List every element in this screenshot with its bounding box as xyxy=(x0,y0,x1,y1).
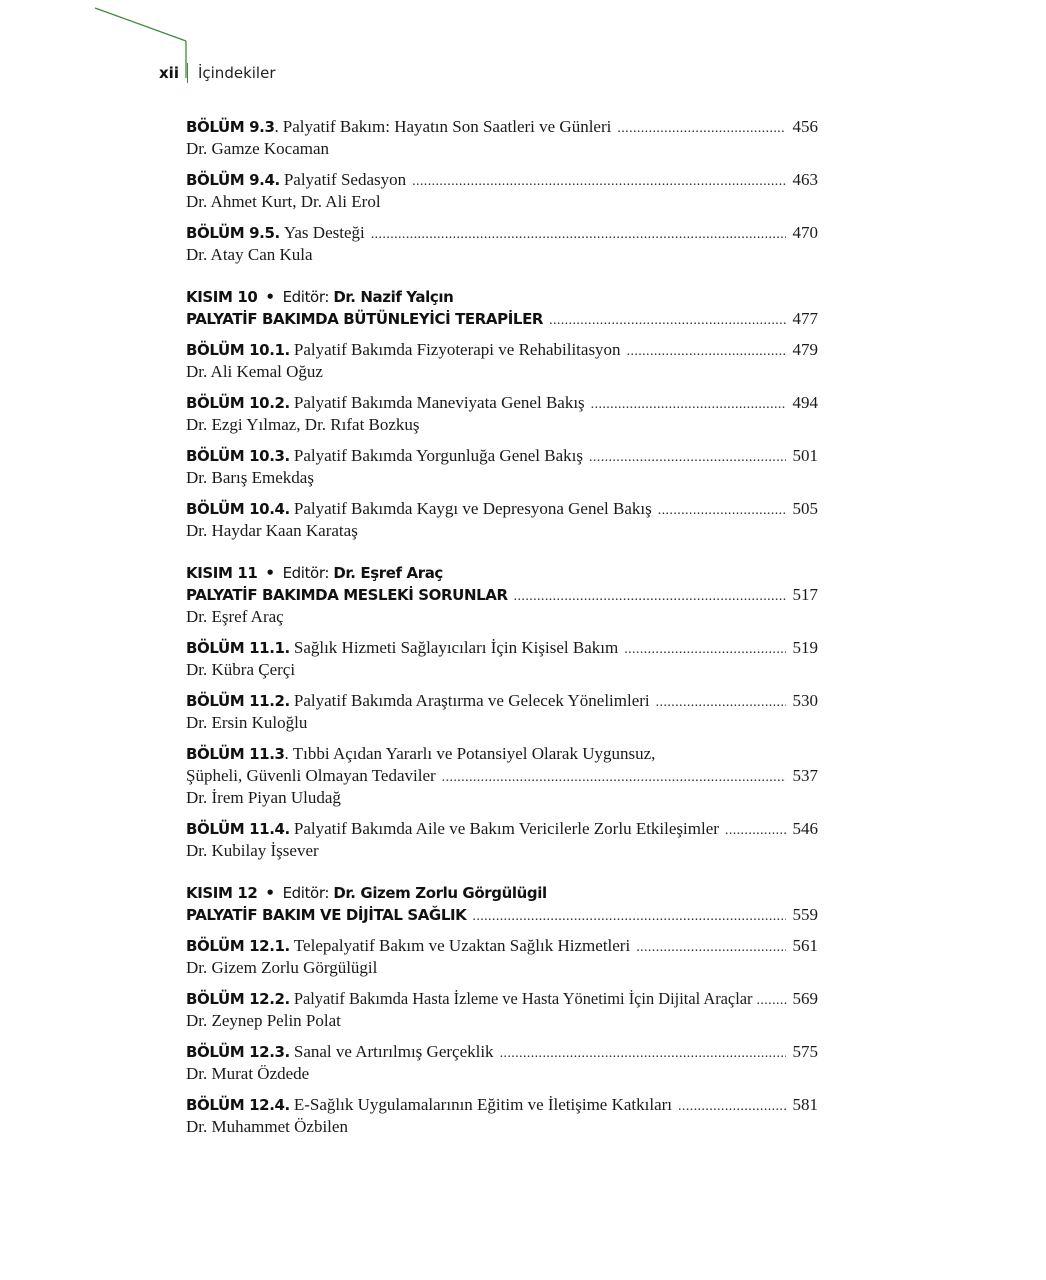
chapter-label: BÖLÜM 11.2. xyxy=(186,692,290,710)
toc-entry[interactable] xyxy=(186,743,818,809)
chapter-title: Palyatif Bakım: Hayatın Son Saatleri ve Günleri xyxy=(282,117,612,136)
chapter-author: Dr. Zeynep Pelin Polat xyxy=(186,1011,341,1030)
chapter-title: Sanal ve Artırılmış Gerçeklik xyxy=(293,1042,494,1061)
dot-leader xyxy=(656,692,786,714)
chapter-label: BÖLÜM 12.1. xyxy=(186,937,290,955)
label-separator: . xyxy=(284,744,289,763)
chapter-author: Dr. Ezgi Yılmaz, Dr. Rıfat Bozkuş xyxy=(186,415,420,434)
page-ref: 559 xyxy=(792,905,818,924)
toc-entry[interactable] xyxy=(186,392,818,436)
chapter-label: BÖLÜM 10.2. xyxy=(186,394,290,412)
dot-leader xyxy=(678,1096,786,1118)
corner-diagonal-line xyxy=(95,8,186,41)
table-of-contents xyxy=(186,116,818,1147)
page-ref: 470 xyxy=(792,223,818,242)
chapter-title: Yas Desteği xyxy=(283,223,365,242)
part-title: PALYATİF BAKIMDA BÜTÜNLEYİCİ TERAPİLER xyxy=(186,310,544,328)
dot-leader xyxy=(589,447,786,469)
chapter-label: BÖLÜM 9.5. xyxy=(186,224,280,242)
dot-leader xyxy=(500,1043,786,1065)
part-heading[interactable] xyxy=(186,882,818,926)
dot-leader xyxy=(371,224,786,246)
toc-entry[interactable] xyxy=(186,935,818,979)
dot-leader xyxy=(617,118,786,140)
page-ref: 530 xyxy=(792,691,818,710)
page-ref: 561 xyxy=(792,936,818,955)
chapter-title: Palyatif Bakımda Araştırma ve Gelecek Yönelimleri xyxy=(293,691,650,710)
toc-entry[interactable] xyxy=(186,222,818,266)
chapter-label: BÖLÜM 10.1. xyxy=(186,341,290,359)
chapter-author: Dr. Gamze Kocaman xyxy=(186,139,330,158)
chapter-author: Dr. Atay Can Kula xyxy=(186,245,313,264)
dot-leader xyxy=(412,171,786,193)
page-ref: 537 xyxy=(792,766,818,785)
chapter-author: Dr. Kübra Çerçi xyxy=(186,660,296,679)
chapter-author: Dr. Ersin Kuloğlu xyxy=(186,713,308,732)
part-number: KISIM 11 xyxy=(186,564,258,582)
bullet-separator: • xyxy=(265,564,275,582)
page-ref: 477 xyxy=(792,309,818,328)
toc-entry[interactable] xyxy=(186,988,818,1032)
page-ref: 581 xyxy=(792,1095,818,1114)
chapter-title: Palyatif Bakımda Aile ve Bakım Vericilerle Zorlu Etkileşimler xyxy=(293,819,719,838)
dot-leader xyxy=(591,394,786,416)
chapter-author: Dr. Gizem Zorlu Görgülügil xyxy=(186,958,378,977)
dot-leader xyxy=(472,906,786,928)
page-ref: 463 xyxy=(792,170,818,189)
chapter-author: Dr. Haydar Kaan Karataş xyxy=(186,521,358,540)
chapter-label: BÖLÜM 12.4. xyxy=(186,1096,290,1114)
chapter-label: BÖLÜM 9.3 xyxy=(186,118,275,136)
chapter-title-line2: Şüpheli, Güvenli Olmayan Tedaviler xyxy=(186,766,436,785)
toc-entry[interactable] xyxy=(186,445,818,489)
header-divider xyxy=(187,63,188,83)
toc-entry[interactable] xyxy=(186,637,818,681)
page-ref: 501 xyxy=(792,446,818,465)
chapter-title: Palyatif Bakımda Yorgunluğa Genel Bakış xyxy=(293,446,583,465)
part-number: KISIM 12 xyxy=(186,884,258,902)
running-title: İçindekiler xyxy=(197,64,276,82)
chapter-title: Palyatif Bakımda Fizyoterapi ve Rehabilitasyon xyxy=(293,340,621,359)
chapter-author: Dr. Ali Kemal Oğuz xyxy=(186,362,323,381)
editor-label: Editör: xyxy=(282,288,329,306)
page-ref: 505 xyxy=(792,499,818,518)
page-ref: 479 xyxy=(792,340,818,359)
chapter-title-line1: Tıbbi Açıdan Yararlı ve Potansiyel Olarak Uygunsuz, xyxy=(292,744,656,763)
page-ref: 519 xyxy=(792,638,818,657)
page-ref: 494 xyxy=(792,393,818,412)
chapter-title: Palyatif Sedasyon xyxy=(283,170,407,189)
dot-leader xyxy=(658,500,786,522)
chapter-title: Palyatif Bakımda Kaygı ve Depresyona Genel Bakış xyxy=(293,499,652,518)
dot-leader xyxy=(756,990,788,1012)
chapter-label: BÖLÜM 10.4. xyxy=(186,500,290,518)
chapter-label: BÖLÜM 11.3 xyxy=(186,745,285,763)
chapter-label: BÖLÜM 11.4. xyxy=(186,820,290,838)
page-number: xii xyxy=(159,64,179,82)
toc-entry[interactable] xyxy=(186,339,818,383)
chapter-label: BÖLÜM 12.2. xyxy=(186,990,290,1008)
part-title: PALYATİF BAKIMDA MESLEKİ SORUNLAR xyxy=(186,586,508,604)
dot-leader xyxy=(442,767,786,789)
chapter-author: Dr. Barış Emekdaş xyxy=(186,468,314,487)
editor-label: Editör: xyxy=(282,564,329,582)
dot-leader xyxy=(624,639,786,661)
page-ref: 456 xyxy=(792,117,818,136)
chapter-author: Dr. İrem Piyan Uludağ xyxy=(186,788,341,807)
part-number: KISIM 10 xyxy=(186,288,258,306)
bullet-separator: • xyxy=(265,288,275,306)
chapter-label: BÖLÜM 9.4. xyxy=(186,171,280,189)
chapter-author: Dr. Murat Özdede xyxy=(186,1064,310,1083)
dot-leader xyxy=(514,586,786,608)
dot-leader xyxy=(725,820,786,842)
page-ref: 569 xyxy=(792,989,818,1008)
chapter-title: Palyatif Bakımda Maneviyata Genel Bakış xyxy=(293,393,585,412)
chapter-title: Palyatif Bakımda Hasta İzleme ve Hasta Yönetimi İçin Dijital Araçlar xyxy=(293,989,753,1008)
editor-name: Dr. Eşref Araç xyxy=(333,564,443,582)
dot-leader xyxy=(636,937,786,959)
label-separator: . xyxy=(274,117,279,136)
dot-leader xyxy=(627,341,786,363)
page-ref: 546 xyxy=(792,819,818,838)
chapter-title: Sağlık Hizmeti Sağlayıcıları İçin Kişisel Bakım xyxy=(293,638,619,657)
chapter-author: Dr. Ahmet Kurt, Dr. Ali Erol xyxy=(186,192,381,211)
chapter-title: E-Sağlık Uygulamalarının Eğitim ve İletişime Katkıları xyxy=(293,1095,673,1114)
chapter-label: BÖLÜM 11.1. xyxy=(186,639,290,657)
toc-entry[interactable] xyxy=(186,690,818,734)
part-title: PALYATİF BAKIM VE DİJİTAL SAĞLIK xyxy=(186,906,467,924)
bullet-separator: • xyxy=(265,884,275,902)
part-heading[interactable] xyxy=(186,562,818,628)
editor-name: Dr. Gizem Zorlu Görgülügil xyxy=(333,884,547,902)
part-author: Dr. Eşref Araç xyxy=(186,607,284,626)
chapter-label: BÖLÜM 12.3. xyxy=(186,1043,290,1061)
chapter-author: Dr. Muhammet Özbilen xyxy=(186,1117,348,1136)
chapter-label: BÖLÜM 10.3. xyxy=(186,447,290,465)
toc-entry[interactable] xyxy=(186,1094,818,1138)
dot-leader xyxy=(549,310,786,332)
toc-entry[interactable] xyxy=(186,498,818,542)
chapter-title: Telepalyatif Bakım ve Uzaktan Sağlık Hizmetleri xyxy=(293,936,631,955)
toc-entry[interactable] xyxy=(186,818,818,862)
page-ref: 575 xyxy=(792,1042,818,1061)
part-heading[interactable] xyxy=(186,286,818,330)
toc-entry[interactable] xyxy=(186,1041,818,1085)
editor-label: Editör: xyxy=(282,884,329,902)
page-ref: 517 xyxy=(792,585,818,604)
chapter-author: Dr. Kubilay İşsever xyxy=(186,841,319,860)
toc-entry[interactable] xyxy=(186,169,818,213)
page-header xyxy=(159,62,275,84)
toc-entry[interactable] xyxy=(186,116,818,160)
editor-name: Dr. Nazif Yalçın xyxy=(333,288,454,306)
